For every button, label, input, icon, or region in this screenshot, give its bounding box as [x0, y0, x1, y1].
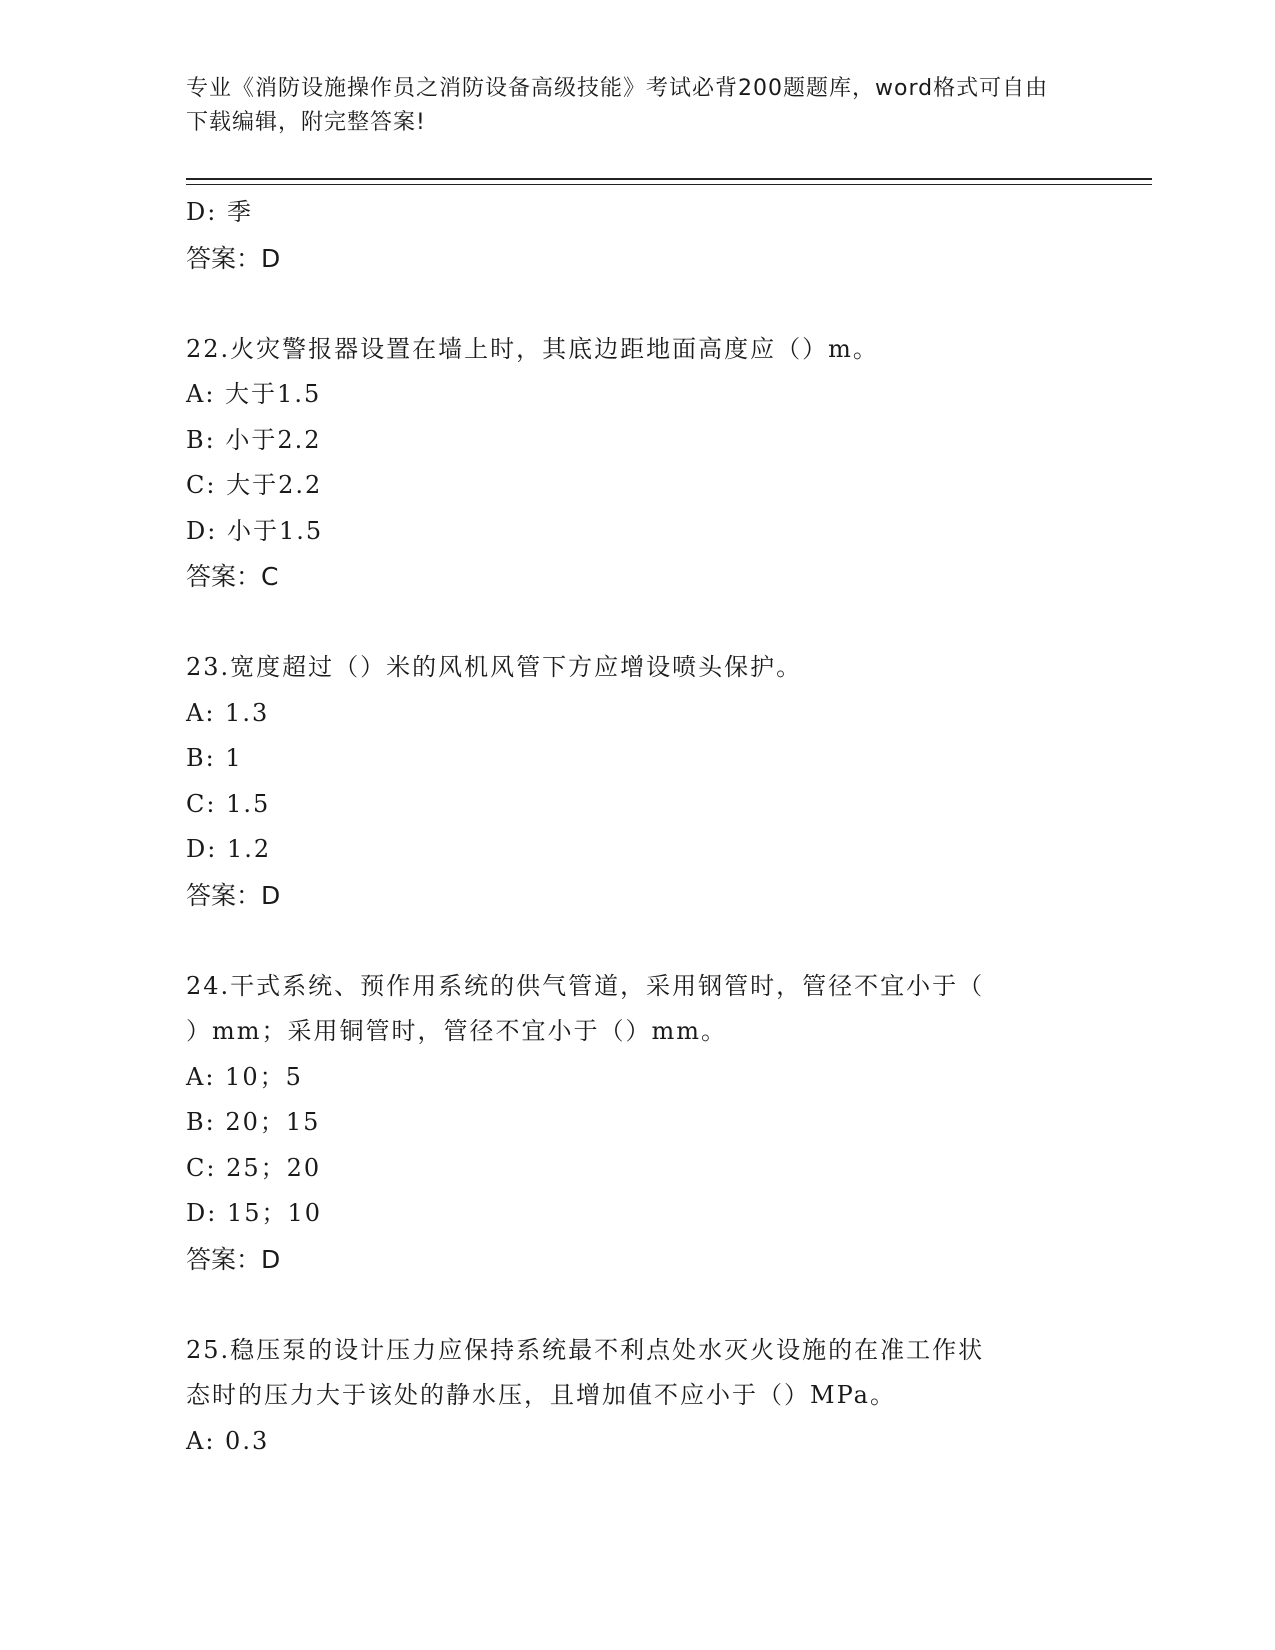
question-22: [186, 327, 1086, 600]
question-stem-line-2: ）mm；采用铜管时，管径不宜小于（）mm。: [186, 1017, 728, 1045]
question-list: [186, 190, 1086, 1464]
answer: 答案：C: [186, 562, 279, 591]
question-25: [186, 1328, 1086, 1465]
option-d: D: 小于1.5: [186, 516, 324, 545]
option-b: B: 1: [186, 744, 243, 772]
answer-carryover: 答案：D: [186, 243, 281, 273]
answer: 答案：D: [186, 880, 281, 910]
answer: 答案：D: [186, 1244, 281, 1274]
question-stem: 23.宽度超过（）米的风机风管下方应增设喷头保护。: [186, 653, 803, 681]
question-24: [186, 964, 1086, 1283]
option-b: B: 20；15: [186, 1108, 321, 1136]
option-d: D: 1.2: [186, 835, 272, 863]
option-c: C: 1.5: [186, 789, 271, 818]
option-a: A: 10；5: [186, 1062, 303, 1091]
spacer: [186, 918, 1086, 964]
header-rule-thick: [186, 178, 1152, 180]
spacer: [186, 281, 1086, 327]
question-stem-line-1: 25.稳压泵的设计压力应保持系统最不利点处水灭火设施的在准工作状: [186, 1335, 985, 1364]
spacer: [186, 1282, 1086, 1328]
question-stem: 22.火灾警报器设置在墙上时，其底边距地面高度应（）m。: [186, 334, 879, 363]
header-rule-thin: [186, 184, 1152, 185]
option-a: A: 0.3: [186, 1426, 270, 1455]
document-header: 专业《消防设施操作员之消防设备高级技能》考试必背200题题库，word格式可自由下载编辑，附完整答案!: [186, 76, 1049, 135]
option-d-carryover: D: 季: [186, 198, 253, 226]
option-b: B: 小于2.2: [186, 425, 322, 454]
option-c: C: 大于2.2: [186, 471, 323, 499]
option-a: A: 1.3: [186, 698, 270, 727]
question-23: [186, 645, 1086, 918]
option-c: C: 25；20: [186, 1153, 322, 1182]
question-stem-line-2: 态时的压力大于该处的静水压，且增加值不应小于（）MPa。: [186, 1381, 896, 1409]
question-stem-line-1: 24.干式系统、预作用系统的供气管道，采用钢管时，管径不宜小于（: [186, 971, 985, 1000]
option-a: A: 大于1.5: [186, 380, 322, 408]
option-d: D: 15；10: [186, 1199, 323, 1227]
spacer: [186, 600, 1086, 646]
